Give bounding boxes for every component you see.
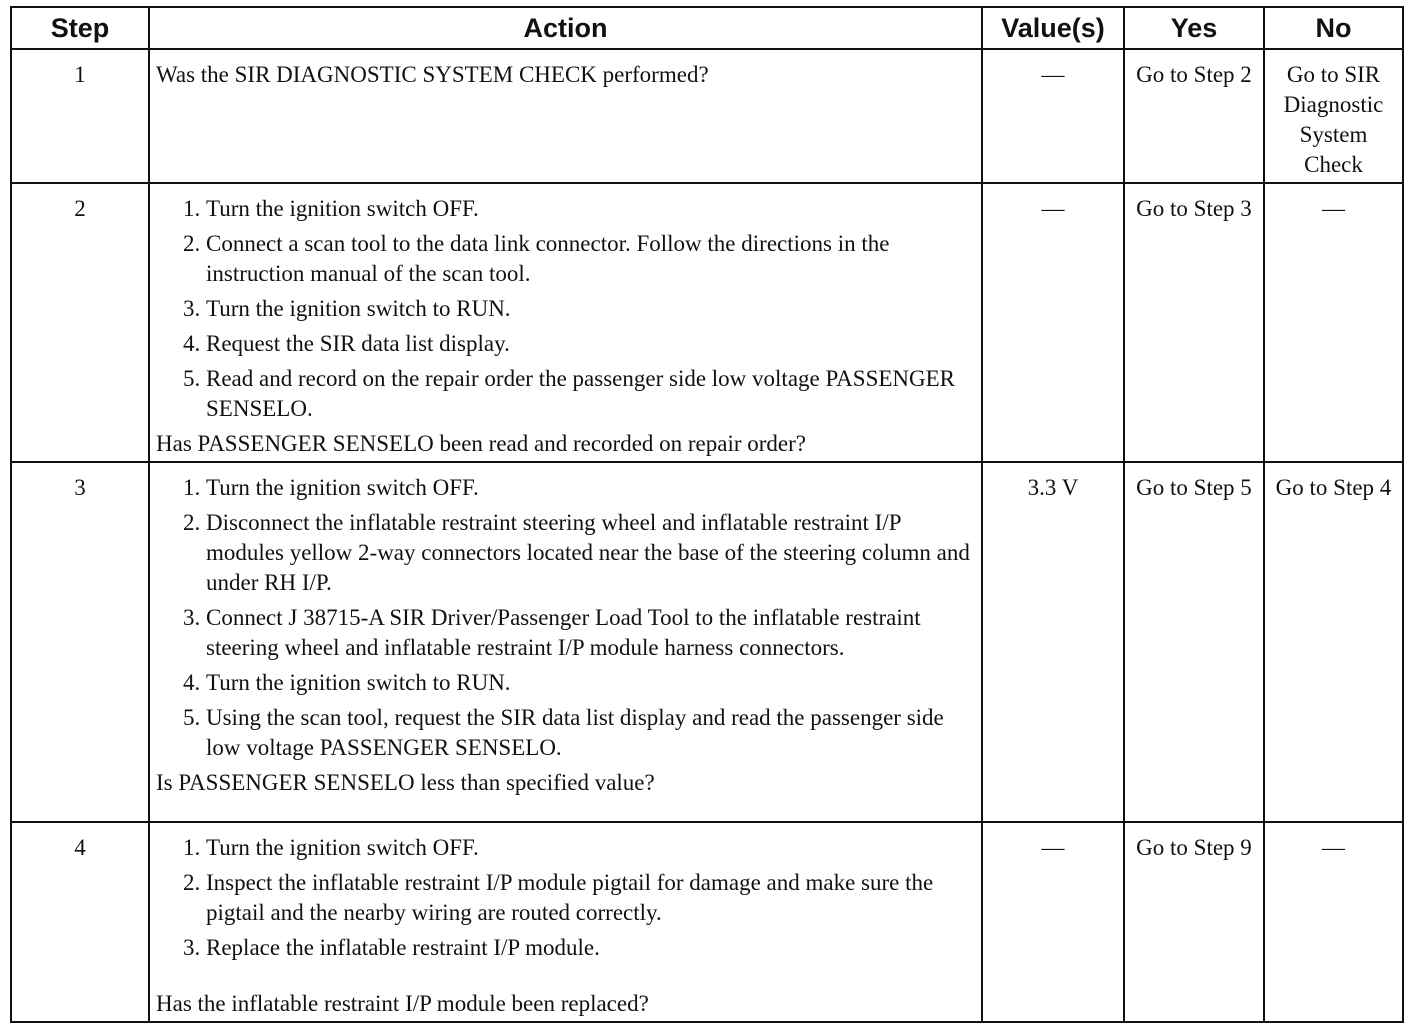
header-step: Step: [11, 7, 149, 49]
yes-cell: Go to Step 2: [1124, 49, 1264, 183]
action-item: 3. Connect J 38715-A SIR Driver/Passenger Load Tool to the inflatable restraint steering wheel and inflatable restraint I/P module harness connectors.: [206, 603, 975, 663]
action-list: [156, 833, 975, 963]
action-item: 4. Request the SIR data list display.: [206, 329, 975, 359]
action-cell: [149, 183, 982, 462]
table-row: [11, 822, 1403, 1022]
action-cell: [149, 49, 982, 183]
header-row: [11, 7, 1403, 49]
action-list: [156, 194, 975, 424]
step-number: 3: [11, 462, 149, 822]
action-item: 3. Replace the inflatable restraint I/P module.: [206, 933, 975, 963]
table-row: [11, 183, 1403, 462]
no-cell: —: [1264, 822, 1403, 1022]
action-item: 3. Turn the ignition switch to RUN.: [206, 294, 975, 324]
action-cell: [149, 822, 982, 1022]
action-item: 1. Turn the ignition switch OFF.: [206, 473, 975, 503]
yes-cell: Go to Step 3: [1124, 183, 1264, 462]
action-cell: [149, 462, 982, 822]
step-number: 2: [11, 183, 149, 462]
action-question: Has PASSENGER SENSELO been read and recorded on repair order?: [156, 431, 807, 456]
action-item: 1. Turn the ignition switch OFF.: [206, 194, 975, 224]
header-no: No: [1264, 7, 1403, 49]
action-question: Is PASSENGER SENSELO less than specified value?: [156, 770, 655, 795]
action-item: 1. Turn the ignition switch OFF.: [206, 833, 975, 863]
step-number: 1: [11, 49, 149, 183]
action-question: Has the inflatable restraint I/P module been replaced?: [156, 991, 649, 1016]
action-item: 2. Connect a scan tool to the data link connector. Follow the directions in the instruction manual of the scan tool.: [206, 229, 975, 289]
header-values: Value(s): [982, 7, 1124, 49]
action-item: 4. Turn the ignition switch to RUN.: [206, 668, 975, 698]
value-cell: —: [982, 49, 1124, 183]
no-cell: Go to Step 4: [1264, 462, 1403, 822]
action-item: 5. Using the scan tool, request the SIR data list display and read the passenger side low voltage PASSENGER SENSELO.: [206, 703, 975, 763]
action-question: Was the SIR DIAGNOSTIC SYSTEM CHECK performed?: [156, 62, 709, 87]
diagnostic-table: [10, 6, 1404, 1023]
value-cell: —: [982, 822, 1124, 1022]
table-row: [11, 49, 1403, 183]
action-item: 2. Disconnect the inflatable restraint steering wheel and inflatable restraint I/P modules yellow 2-way connectors located near the base of the steering column and under RH I/P.: [206, 508, 975, 598]
action-list: [156, 473, 975, 763]
no-cell: Go to SIR Diagnostic System Check: [1264, 49, 1403, 183]
yes-cell: Go to Step 9: [1124, 822, 1264, 1022]
value-cell: 3.3 V: [982, 462, 1124, 822]
value-cell: —: [982, 183, 1124, 462]
yes-cell: Go to Step 5: [1124, 462, 1264, 822]
step-number: 4: [11, 822, 149, 1022]
action-item: 2. Inspect the inflatable restraint I/P module pigtail for damage and make sure the pigtail and the nearby wiring are routed correctly.: [206, 868, 975, 928]
header-yes: Yes: [1124, 7, 1264, 49]
header-action: Action: [149, 7, 982, 49]
action-item: 5. Read and record on the repair order the passenger side low voltage PASSENGER SENSELO.: [206, 364, 975, 424]
table-row: [11, 462, 1403, 822]
no-cell: —: [1264, 183, 1403, 462]
